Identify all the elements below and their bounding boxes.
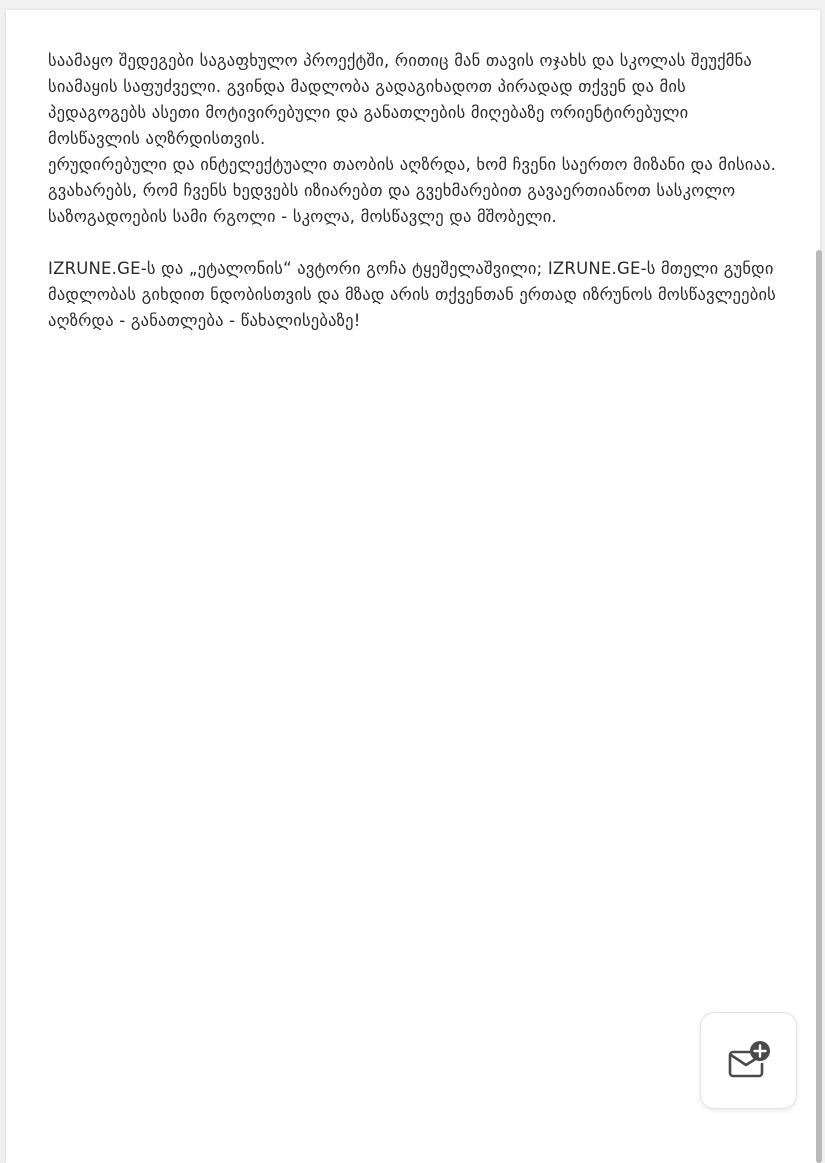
article-paragraph-2: ერუდირებული და ინტელექტუალი თაობის აღზრდა, ხომ ჩვენი საერთო მიზანი და მისიაა. გვახარებს, რომ ჩვენს ხედვებს იზიარებთ და გვეხმარებით გავაერთიანოთ სასკოლო საზოგადოების სამი რგოლი - სკოლა, მოსწავლე და მშობელი. xyxy=(48,155,777,226)
article-paragraph-3: IZRUNE.GE-ს და „ეტალონის“ ავტორი გოჩა ტყეშელაშვილი; IZRUNE.GE-ს მთელი გუნდი მადლობას გიხდით ნდობისთვის და მზად არის თქვენთან ერთად იზრუნოს მოსწავლეების აღზრდა - განათლება - წახალისებაზე! xyxy=(48,259,777,330)
page-container xyxy=(6,10,820,1163)
new-message-button[interactable] xyxy=(700,1012,797,1109)
article-body xyxy=(48,48,778,334)
mail-plus-icon xyxy=(726,1040,772,1082)
article-paragraph-1: საამაყო შედეგები საგაფხულო პროექტში, რითიც მან თავის ოჯახს და სკოლას შეუქმნა სიამაყის საფუძველი. გვინდა მადლობა გადაგიხადოთ პირადად თქვენ და მის პედაგოგებს ასეთი მოტივირებული და განათლების მიღებაზე ორიენტირებული მოსწავლის აღზრდისთვის. xyxy=(48,51,753,148)
vertical-scrollbar[interactable] xyxy=(816,250,822,1163)
